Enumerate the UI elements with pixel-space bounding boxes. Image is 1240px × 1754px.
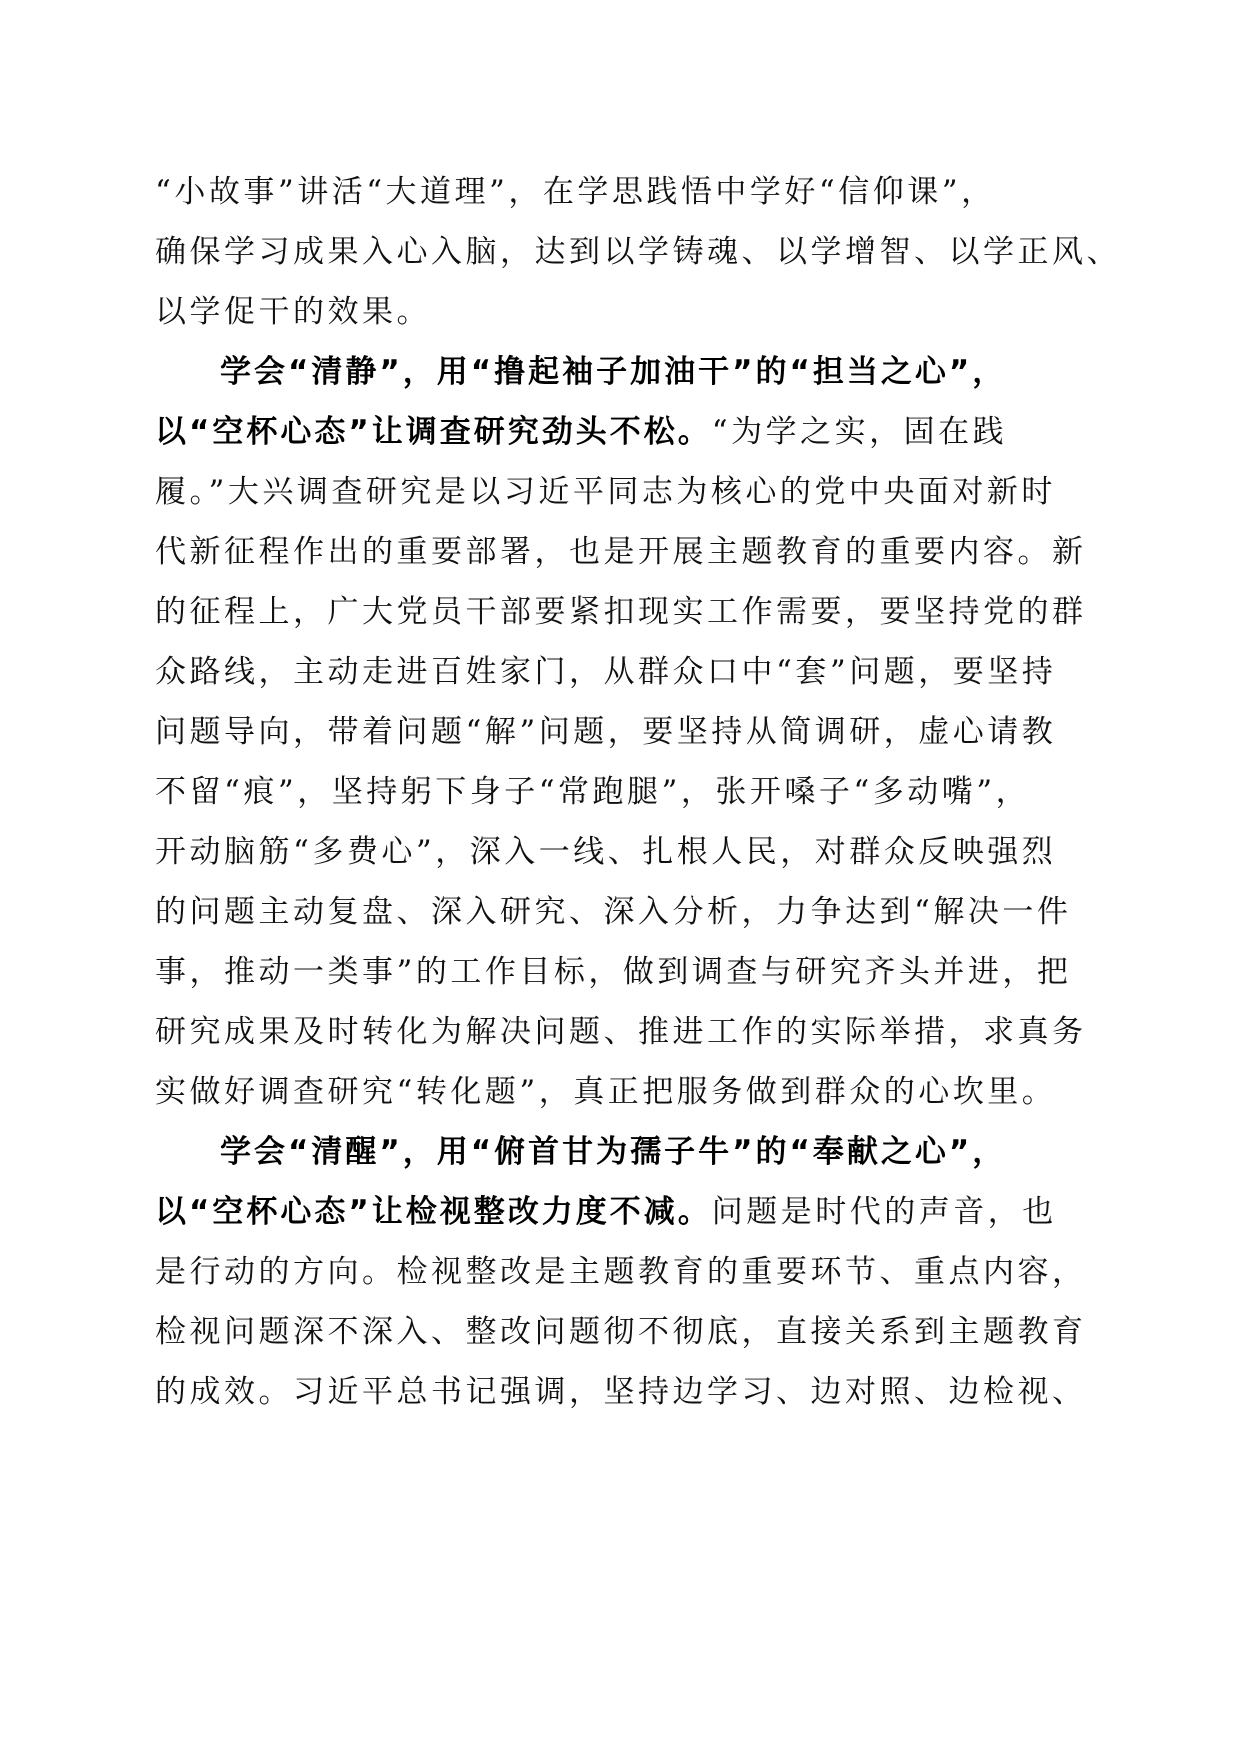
text-line-3 xyxy=(155,287,1095,337)
text-line-11 xyxy=(155,767,1095,817)
text-line-8 xyxy=(155,587,1095,637)
text-line-6 xyxy=(155,467,1095,517)
text-line-13 xyxy=(155,887,1095,937)
line-text: 研究成果及时转化为解决问题、推进工作的实际举措，求真务 xyxy=(155,1014,1087,1050)
line-text: 是行动的方向。检视整改是主题教育的重要环节、重点内容， xyxy=(155,1254,1087,1290)
line-text: 履。”大兴调查研究是以习近平同志为核心的党中央面对新时 xyxy=(155,474,1056,510)
line-text: 实做好调查研究“转化题”，真正把服务做到群众的心坎里。 xyxy=(155,1074,1057,1110)
line-text: 事，推动一类事”的工作目标，做到调查与研究齐头并进，把 xyxy=(155,954,1072,990)
text-line-16 xyxy=(155,1067,1095,1117)
line-text: 的成效。习近平总书记强调，坚持边学习、边对照、边检视、 xyxy=(155,1374,1087,1410)
line-text: 以学促干的效果。 xyxy=(155,294,431,330)
body-text: “为学之实，固在践 xyxy=(711,414,1008,450)
text-line-21 xyxy=(155,1367,1095,1417)
line-text: 开动脑筋“多费心”，深入一线、扎根人民，对群众反映强烈 xyxy=(155,834,1057,870)
section-heading-qingjing-line-1 xyxy=(220,347,1160,397)
section-heading-qingxing-line-2 xyxy=(155,1187,1095,1237)
section-heading-qingjing-line-2 xyxy=(155,407,1095,457)
text-line-7 xyxy=(155,527,1095,577)
body-text: 问题是时代的声音，也 xyxy=(711,1194,1057,1230)
line-text: “小故事”讲活“大道理”，在学思践悟中学好“信仰课”， xyxy=(155,174,996,210)
text-line-20 xyxy=(155,1307,1095,1357)
text-line-10 xyxy=(155,707,1095,757)
text-line-14 xyxy=(155,947,1095,997)
heading-text: 学会“清醒”，用“俯首甘为孺子牛”的“奉献之心”， xyxy=(220,1134,1007,1170)
line-text: 不留“痕”，坚持躬下身子“常跑腿”，张开嗓子“多动嘴”， xyxy=(155,774,1031,810)
line-text: 的问题主动复盘、深入研究、深入分析，力争达到“解决一件 xyxy=(155,894,1072,930)
heading-text: 以“空杯心态”让调查研究劲头不松。 xyxy=(155,414,712,450)
section-heading-qingxing-line-1 xyxy=(220,1127,1160,1177)
line-text: 问题导向，带着问题“解”问题，要坚持从简调研，虚心请教 xyxy=(155,714,1057,750)
text-line-9 xyxy=(155,647,1095,697)
text-line-1 xyxy=(155,167,1095,217)
text-line-12 xyxy=(155,827,1095,877)
line-text: 众路线，主动走进百姓家门，从群众口中“套”问题，要坚持 xyxy=(155,654,1057,690)
heading-text: 学会“清静”，用“撸起袖子加油干”的“担当之心”， xyxy=(220,354,1007,390)
line-text: 确保学习成果入心入脑，达到以学铸魂、以学增智、以学正风、 xyxy=(155,234,1121,270)
text-line-19 xyxy=(155,1247,1095,1297)
line-text: 的征程上，广大党员干部要紧扣现实工作需要，要坚持党的群 xyxy=(155,594,1087,630)
heading-text: 以“空杯心态”让检视整改力度不减。 xyxy=(155,1194,712,1230)
line-text: 代新征程作出的重要部署，也是开展主题教育的重要内容。新 xyxy=(155,534,1087,570)
text-line-15 xyxy=(155,1007,1095,1057)
text-line-2 xyxy=(155,227,1121,277)
line-text: 检视问题深不深入、整改问题彻不彻底，直接关系到主题教育 xyxy=(155,1314,1087,1350)
